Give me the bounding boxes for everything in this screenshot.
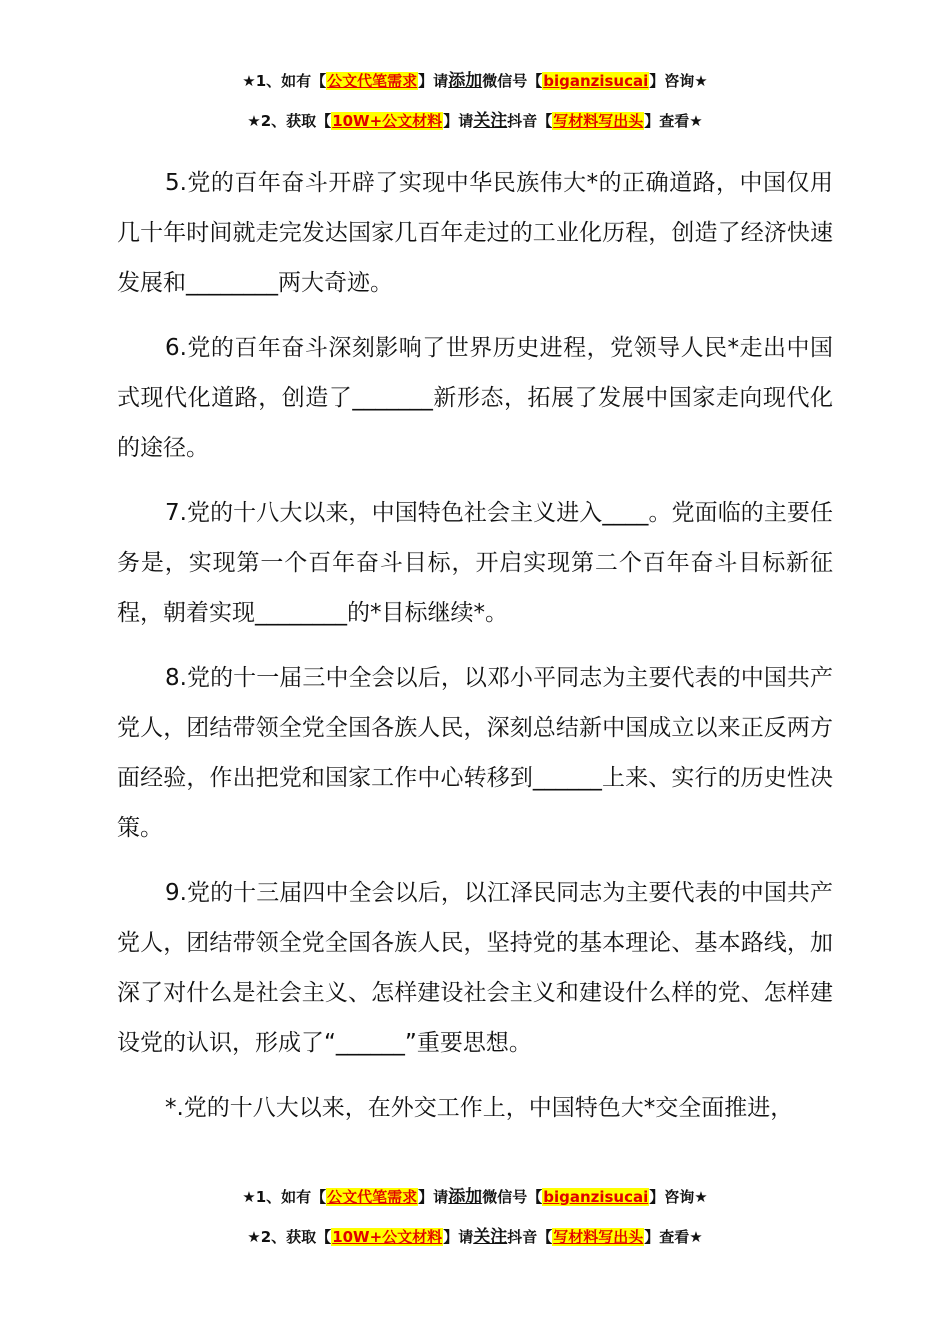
banner-text: 】请 [418, 72, 449, 90]
banner-highlight: biganzisucai [543, 72, 649, 90]
banner-text: 】请 [443, 1228, 474, 1246]
banner-underline: 添加 [448, 71, 483, 91]
banner-text: 】咨询★ [649, 72, 708, 90]
banner-bottom-line-1 [0, 1186, 950, 1208]
question-9: 9.党的十三届四中全会以后，以江泽民同志为主要代表的中国共产党人，团结带领全党全国各族人民，坚持党的基本理论、基本路线，加深了对什么是社会主义、怎样建设社会主义和建设什么样的党、怎样建设党的认识，形成了“______”重要思想。 [117, 880, 833, 1056]
banner-highlight: 公文代笔需求 [327, 1188, 418, 1206]
banner-text: 微信号【 [482, 72, 543, 90]
banner-text: 】请 [418, 1188, 449, 1206]
banner-text: 】咨询★ [649, 1188, 708, 1206]
banner-text: ★1、如有【 [242, 72, 327, 90]
banner-highlight: 10W+公文材料 [332, 112, 443, 130]
banner-highlight: biganzisucai [543, 1188, 649, 1206]
banner-top-line-2 [0, 110, 950, 132]
banner-top-line-1 [0, 70, 950, 92]
banner-text: 抖音【 [507, 112, 553, 130]
banner-text: 】查看★ [644, 1228, 703, 1246]
question-10: *.党的十八大以来，在外交工作上，中国特色大*交全面推进， [165, 1095, 794, 1121]
banner-underline: 关注 [473, 111, 508, 131]
banner-text: 抖音【 [507, 1228, 553, 1246]
banner-text: ★1、如有【 [242, 1188, 327, 1206]
banner-bottom-line-2 [0, 1226, 950, 1248]
banner-text: 微信号【 [482, 1188, 543, 1206]
question-7: 7.党的十八大以来，中国特色社会主义进入____。党面临的主要任务是，实现第一个百年奋斗目标，开启实现第二个百年奋斗目标新征程，朝着实现________的*目标继续*。 [117, 500, 833, 626]
banner-text: 】查看★ [644, 112, 703, 130]
banner-underline: 添加 [448, 1187, 483, 1207]
banner-underline: 关注 [473, 1227, 508, 1247]
banner-highlight: 10W+公文材料 [332, 1228, 443, 1246]
banner-highlight: 写材料写出头 [553, 112, 644, 130]
banner-highlight: 公文代笔需求 [327, 72, 418, 90]
banner-text: 】请 [443, 112, 474, 130]
question-6: 6.党的百年奋斗深刻影响了世界历史进程，党领导人民*走出中国式现代化道路，创造了_______新形态，拓展了发展中国家走向现代化的途径。 [117, 335, 833, 461]
document-body [117, 158, 833, 1148]
banner-text: ★2、获取【 [247, 1228, 332, 1246]
question-8: 8.党的十一届三中全会以后，以邓小平同志为主要代表的中国共产党人，团结带领全党全国各族人民，深刻总结新中国成立以来正反两方面经验，作出把党和国家工作中心转移到______上来、实行的历史性决策。 [117, 665, 833, 841]
question-5: 5.党的百年奋斗开辟了实现中华民族伟大*的正确道路，中国仅用几十年时间就走完发达国家几百年走过的工业化历程，创造了经济快速发展和________两大奇迹。 [117, 170, 833, 296]
banner-highlight: 写材料写出头 [553, 1228, 644, 1246]
banner-text: ★2、获取【 [247, 112, 332, 130]
